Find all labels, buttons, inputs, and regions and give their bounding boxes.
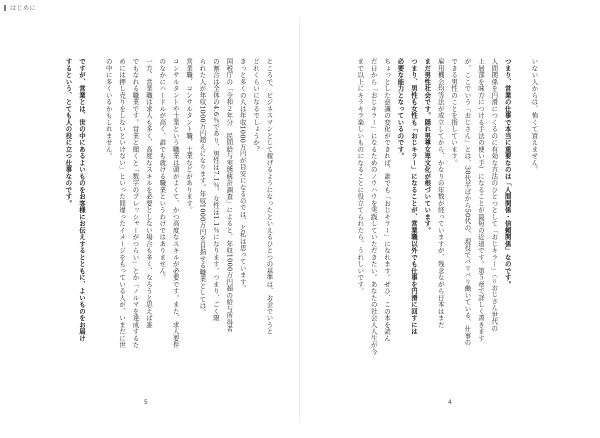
text-line: つまり、営業の仕事で本当に重要なのは「人間関係・信頼関係」なのです。 bbox=[503, 58, 512, 288]
text-line bbox=[516, 58, 526, 358]
page-gutter bbox=[299, 18, 300, 422]
text-line: られた人が年収1000万円超えになります。年収1000万円を目指せる職業としては、 bbox=[198, 58, 207, 317]
text-line: どれくらいになるでしょうか？ bbox=[252, 58, 261, 153]
text-line: コンサルタントや士業という職業は頭がよくて、かつ高度なスキルが必要です。また、求人要件 bbox=[171, 58, 180, 349]
text-line: 上層部を味方につける手法の使い手）になることが最短の近道です。第５章で詳しく書きます bbox=[476, 58, 485, 342]
text-line: でもなれる職業です。営業と聞くと「数字のプレッシャーがつらい」とか「ノルマを達成するた bbox=[131, 58, 140, 349]
text-line: きっと多くの人は年収1000万円が目安になるのでは、と私は思っています。 bbox=[238, 58, 247, 292]
text-line: ちょっとした意識の変化ができれば、誰でも「おじキラー」になれます。ぜひ、この本を読ん bbox=[383, 58, 392, 342]
text-line: ところで、ビジネスマンとして稼げるようになったといえるひとつの基準は、お金でいうと bbox=[265, 58, 274, 335]
section-header bbox=[4, 3, 36, 12]
text-line: だ日から「おじキラー」になるためのノウハウを実践していただきたい。あなたの社会人人生が今 bbox=[369, 58, 378, 355]
text-line: つまり、男性も女性も「おじキラー」になることが、営業職以外でも仕事を円滑に回すには bbox=[409, 58, 418, 335]
text-line: の中に多くいるかもしれません。 bbox=[104, 58, 113, 160]
text-line: が、ここでいう「おじさん」とは、30代半ばから50代の、現役でバリバリ働いている、仕事の bbox=[463, 58, 472, 346]
text-line: 営業職、コンサルタント職、士業などがあります。 bbox=[185, 58, 194, 214]
section-title: はじめに bbox=[10, 5, 37, 12]
section-marker-icon bbox=[4, 5, 6, 11]
text-line: のなかにハードルが高く、誰でも就ける職業というわけではありません。 bbox=[158, 58, 167, 281]
text-line: 国税庁の「令和２年分 民間給与実態統計調査」によると、年収1000万円超の給与所得者 bbox=[225, 58, 234, 333]
right-page-number: 4 bbox=[448, 399, 452, 406]
text-line: できる男性のことを指しています。 bbox=[450, 58, 459, 166]
text-line: の割合は全体の4.6％であり、男性は7.1％、女性は1.1％になります。つまり、ごく限 bbox=[211, 58, 220, 322]
text-line: 一方、営業職は求人も多く、高度なスキルを必要としない場合も多く、なろうと思えば誰 bbox=[144, 58, 153, 328]
text-line: ですが、営業とは、世の中にあるよいものをお客様にお伝えするとともに、よいものをお届け bbox=[77, 58, 86, 342]
text-line: するという、とても人の役に立つ仕事なのです。 bbox=[64, 58, 73, 207]
text-line: いない人からは、怖くて買えません。 bbox=[530, 58, 539, 173]
text-line bbox=[90, 58, 100, 358]
text-line: 人間関係を円滑につくるのに有効な方法のひとつとして「おじキラー」（＝おじさん世代の bbox=[490, 58, 499, 332]
text-line: 必要な能力となっているのです。 bbox=[396, 58, 405, 160]
text-line: まだ男性社会です。隠れ男尊女卑文化が根づいています。 bbox=[423, 58, 432, 234]
left-page-number: 5 bbox=[144, 399, 148, 406]
text-line: 雇用機会均等法が成立してから、かなりの年数が経っていますが、残念ながら日本はまだ bbox=[436, 58, 445, 328]
text-line: めには押し売りをしないといけない」といった間違ったイメージをもっている人が、いまだに世 bbox=[118, 58, 127, 349]
text-line: まで以上にキラキラ楽しいものになることに役立てられたら、うれしいです。 bbox=[356, 58, 365, 295]
